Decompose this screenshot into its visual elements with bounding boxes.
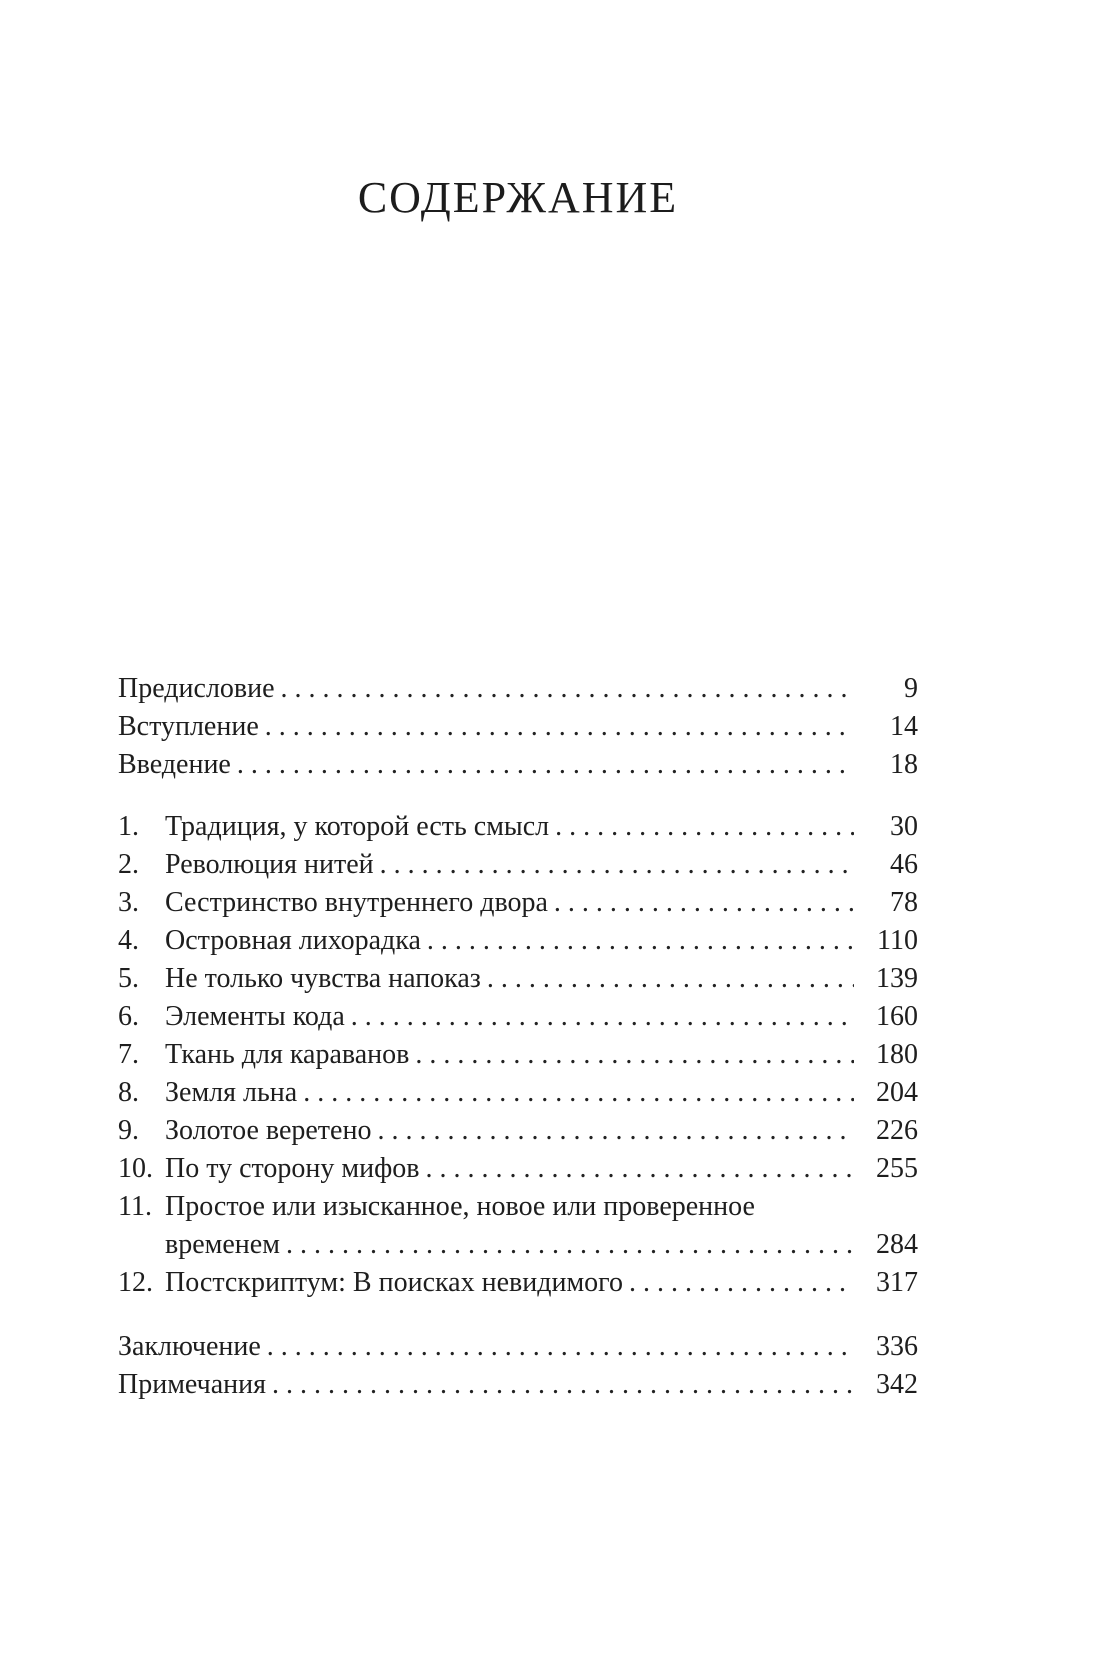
toc-entry [118,846,918,884]
entry-page-number: 46 [890,849,918,880]
dot-leader [259,708,854,746]
entry-title: Предисловие [118,673,275,704]
entry-title: Революция нитей [165,849,374,880]
dot-leader [549,808,854,846]
chapter-number: 3. [118,887,139,918]
dot-leader [261,1328,854,1366]
entry-title: По ту сторону мифов [165,1153,420,1184]
toc-entry [118,670,918,708]
entry-page-number: 14 [890,711,918,742]
dot-leader [345,998,854,1036]
entry-title-line2: временем [165,1229,280,1260]
chapter-number: 5. [118,963,139,994]
chapter-number: 11. [118,1191,152,1222]
entry-title: Не только чувства напоказ [165,963,481,994]
chapter-number: 12. [118,1267,153,1298]
chapter-number: 9. [118,1115,139,1146]
chapter-number: 1. [118,811,139,842]
chapter-number: 8. [118,1077,139,1108]
page-title: СОДЕРЖАНИЕ [357,173,679,222]
toc-entry [118,884,918,922]
toc-entry [118,1328,918,1366]
entry-title: Постскриптум: В поисках невидимого [165,1267,623,1298]
entry-page-number: 284 [876,1229,918,1260]
toc-entry [118,1112,918,1150]
entry-page-number: 30 [890,811,918,842]
entry-title: Сестринство внутреннего двора [165,887,548,918]
chapter-number: 4. [118,925,139,956]
toc-entry [118,922,918,960]
entry-title: Ткань для караванов [165,1039,410,1070]
entry-page-number: 255 [876,1153,918,1184]
chapter-number: 2. [118,849,139,880]
toc-entry [118,708,918,746]
toc-entry [118,746,918,784]
dot-leader [481,960,854,998]
toc-entry [118,1188,918,1226]
entry-page-number: 342 [876,1369,918,1400]
document-page [118,0,918,1404]
chapter-number: 10. [118,1153,153,1184]
toc-back-list [118,1328,918,1404]
table-of-contents [118,670,918,1404]
toc-entry [118,1366,918,1404]
toc-entry [118,1264,918,1302]
entry-page-number: 110 [877,925,918,956]
entry-page-number: 226 [876,1115,918,1146]
toc-entry [118,808,918,846]
dot-leader [231,746,854,784]
toc-entry [118,1150,918,1188]
toc-entry-continuation [118,1226,918,1264]
toc-entry [118,960,918,998]
dot-leader [374,846,854,884]
entry-title: Золотое веретено [165,1115,372,1146]
entry-page-number: 160 [876,1001,918,1032]
toc-front-list [118,670,918,784]
entry-title: Примечания [118,1369,267,1400]
entry-title: Традиция, у которой есть смысл [165,811,550,842]
entry-page-number: 78 [890,887,918,918]
dot-leader [371,1112,854,1150]
dot-leader [421,922,854,960]
entry-page-number: 317 [876,1267,918,1298]
entry-page-number: 18 [890,749,918,780]
chapter-number: 6. [118,1001,139,1032]
chapter-number: 7. [118,1039,139,1070]
entry-title: Земля льна [165,1077,298,1108]
dot-leader [297,1074,854,1112]
dot-leader [280,1226,854,1264]
entry-page-number: 139 [876,963,918,994]
dot-leader [275,670,854,708]
entry-title: Вступление [118,711,259,742]
toc-entry [118,1074,918,1112]
dot-leader [548,884,854,922]
dot-leader [419,1150,854,1188]
entry-page-number: 180 [876,1039,918,1070]
entry-page-number: 9 [904,673,918,704]
entry-title: Заключение [118,1331,261,1362]
dot-leader [266,1366,854,1404]
entry-title: Островная лихорадка [165,925,421,956]
entry-title: Элементы кода [165,1001,345,1032]
entry-title: Простое или изысканное, новое или проверенное [165,1191,755,1222]
entry-page-number: 204 [876,1077,918,1108]
toc-chapter-list [118,808,918,1302]
entry-title: Введение [118,749,231,780]
toc-entry [118,1036,918,1074]
dot-leader [409,1036,854,1074]
dot-leader [623,1264,854,1302]
toc-entry [118,998,918,1036]
entry-page-number: 336 [876,1331,918,1362]
